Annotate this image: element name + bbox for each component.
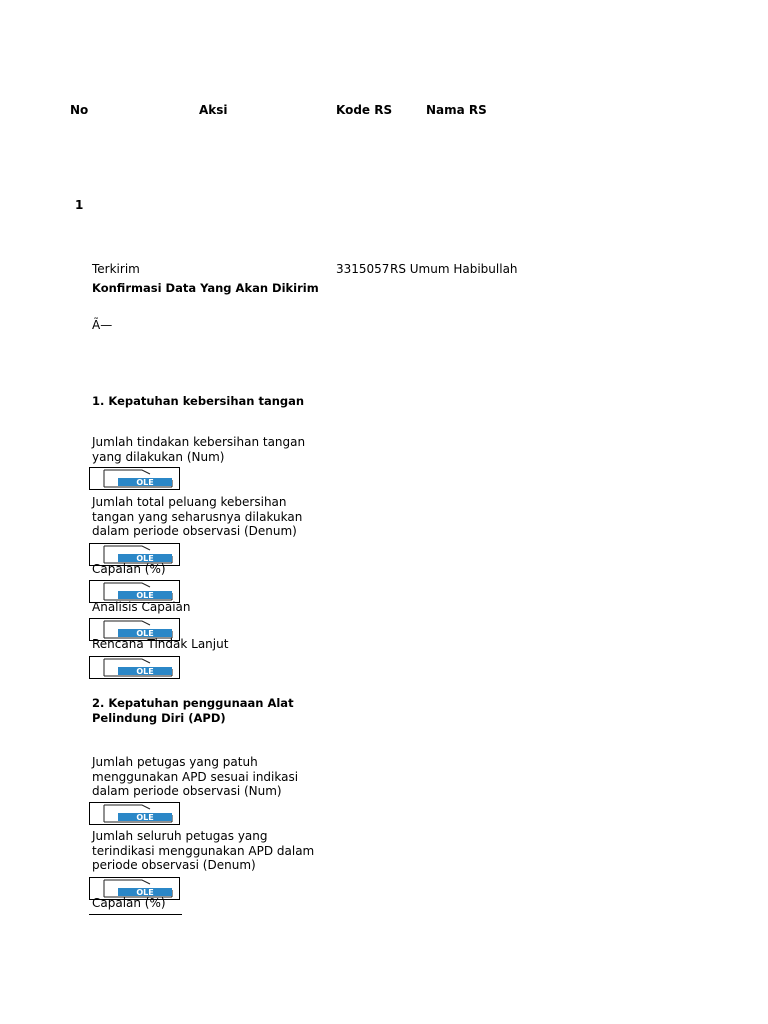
ole-object-icon[interactable] xyxy=(89,802,180,825)
section-1-heading: 1. Kepatuhan kebersihan tangan xyxy=(92,394,305,408)
ole-label: OLE xyxy=(136,629,154,638)
section-2-heading: 2. Kepatuhan penggunaan Alat Pelindung Diri (APD) xyxy=(92,696,294,725)
ole-label: OLE xyxy=(136,813,154,822)
ole-label: OLE xyxy=(136,478,154,487)
field-2-num-label: Jumlah petugas yang patuh menggunakan APD sesuai indikasi dalam periode observasi (Num) xyxy=(92,755,299,799)
ole-icon-graphic xyxy=(90,803,179,824)
ole-icon-graphic xyxy=(90,657,179,678)
header-no: No xyxy=(70,103,89,117)
field-2-denum-label: Jumlah seluruh petugas yang terindikasi menggunakan APD dalam periode observasi (Denum) xyxy=(92,829,315,873)
header-nama-rs: Nama RS xyxy=(426,103,487,117)
field-1-denum-label: Jumlah total peluang kebersihan tangan yang seharusnya dilakukan dalam periode observasi (Denum) xyxy=(92,495,303,539)
header-kode-rs: Kode RS xyxy=(336,103,393,117)
confirm-title: Konfirmasi Data Yang Akan Dikirim xyxy=(92,281,319,295)
kode-rs-value: 3315057 xyxy=(336,262,390,276)
field-1-num-label: Jumlah tindakan kebersihan tangan yang dilakukan (Num) xyxy=(92,435,306,464)
row-number: 1 xyxy=(75,198,84,212)
ole-icon-graphic xyxy=(90,468,179,489)
divider xyxy=(89,914,182,915)
nama-rs-value: RS Umum Habibullah xyxy=(390,262,518,276)
ole-label: OLE xyxy=(136,888,154,897)
close-icon[interactable]: Ã— xyxy=(92,318,113,332)
field-1-capaian-label: Capaian (%) xyxy=(92,562,166,576)
ole-icon-graphic xyxy=(90,581,179,602)
ole-object-icon[interactable] xyxy=(89,467,180,490)
ole-label: OLE xyxy=(136,554,154,563)
field-2-capaian-label: Capaian (%) xyxy=(92,896,166,910)
ole-label: OLE xyxy=(136,667,154,676)
status-text: Terkirim xyxy=(92,262,140,276)
ole-object-icon[interactable] xyxy=(89,656,180,679)
field-1-analisis-label: Analisis Capaian xyxy=(92,600,191,614)
header-aksi: Aksi xyxy=(199,103,228,117)
field-1-rtl-label: Rencana Tindak Lanjut xyxy=(92,637,229,651)
ole-label: OLE xyxy=(136,591,154,600)
